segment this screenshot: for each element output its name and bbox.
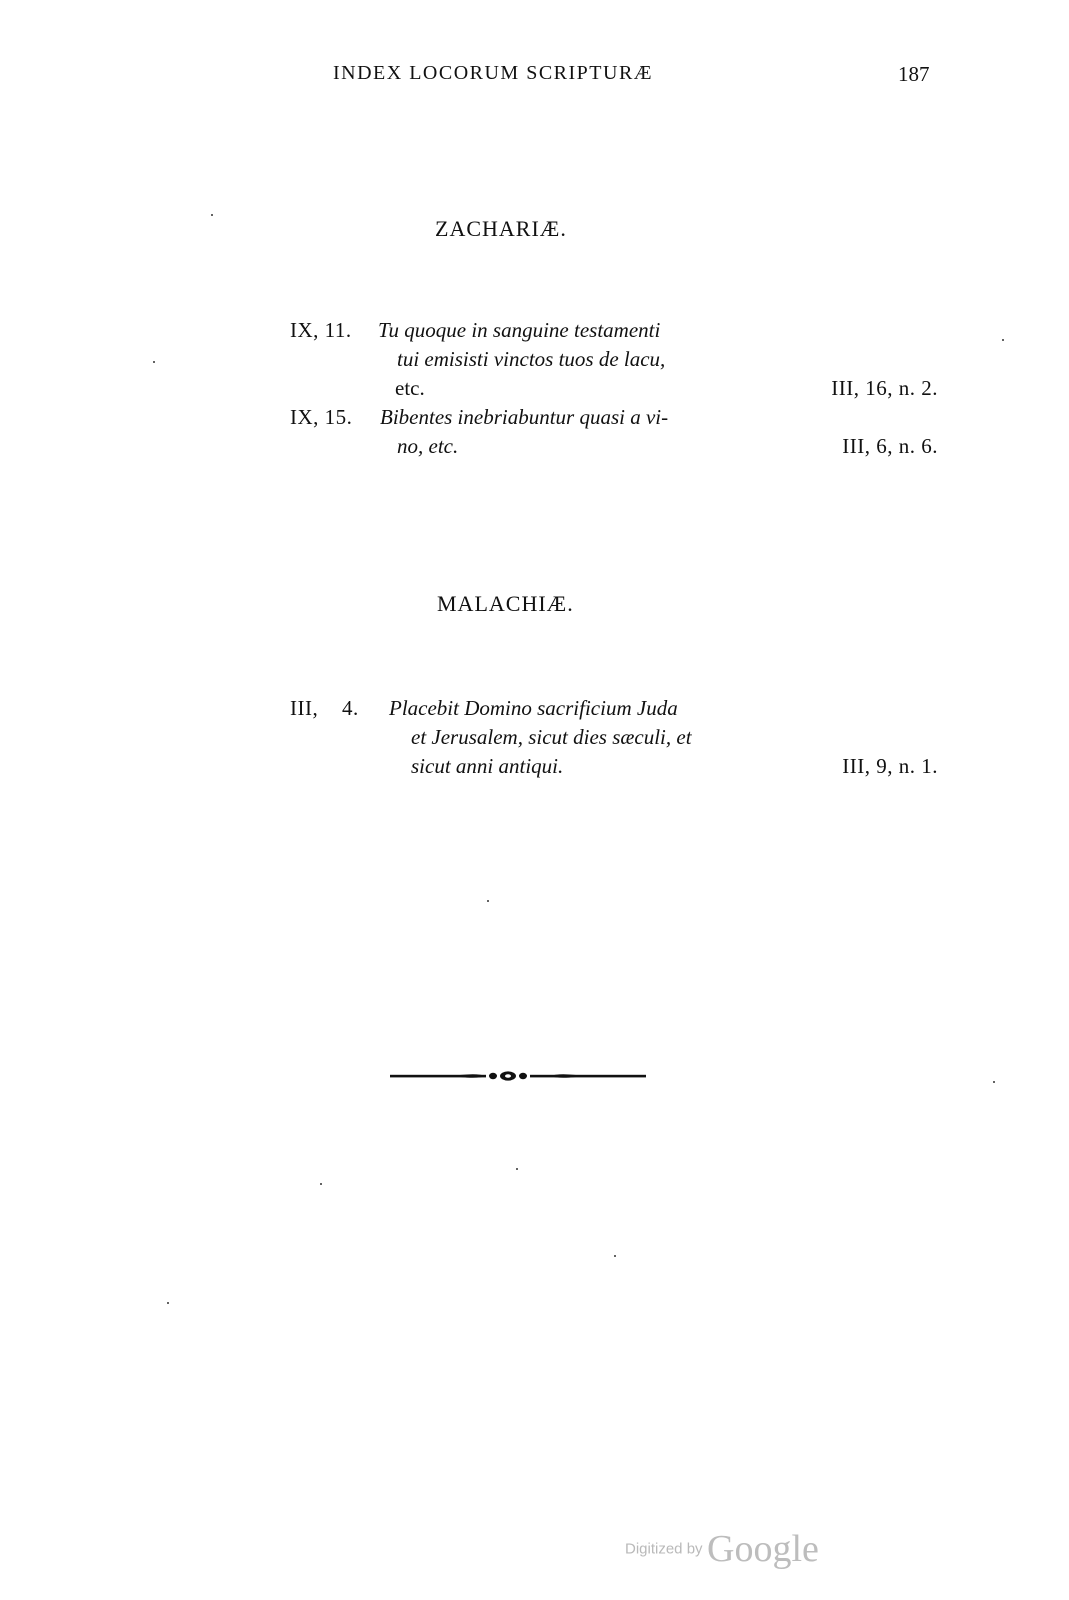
- entry-reference: III, 4.: [290, 696, 359, 720]
- print-speck: [167, 1302, 169, 1304]
- print-speck: [211, 214, 213, 216]
- entry-text-line: Bibentes inebriabuntur quasi a vi-: [380, 405, 669, 429]
- entry-text-line: no, etc.: [397, 434, 459, 458]
- entry-reference: IX, 15.: [290, 405, 353, 429]
- print-speck: [153, 361, 155, 363]
- print-speck: [320, 1183, 322, 1185]
- digitized-watermark: [625, 1527, 819, 1571]
- digitized-label: Digitized by: [625, 1540, 703, 1558]
- running-title: INDEX LOCORUM SCRIPTURÆ: [333, 62, 654, 84]
- print-speck: [1002, 339, 1004, 341]
- tailpiece-ornament-icon: [390, 1068, 646, 1084]
- entry-citation: III, 6, n. 6.: [842, 434, 938, 458]
- entry-text-line: Placebit Domino sacrificium Juda: [389, 696, 678, 720]
- entry-text-line: sicut anni antiqui.: [411, 754, 564, 778]
- entry-text-line: Tu quoque in sanguine testamenti: [378, 318, 661, 342]
- entry-text-line: etc.: [395, 376, 425, 400]
- entry-citation: III, 16, n. 2.: [831, 376, 938, 400]
- print-speck: [487, 900, 489, 902]
- section-title-zachariae: ZACHARIÆ.: [435, 216, 567, 241]
- section-title-malachiae: MALACHIÆ.: [437, 591, 574, 616]
- entry-text-line: tui emisisti vinctos tuos de lacu,: [397, 347, 666, 371]
- google-logo: Google: [707, 1528, 819, 1570]
- entry-citation: III, 9, n. 1.: [842, 754, 938, 778]
- print-speck: [614, 1255, 616, 1257]
- entry-text-line: et Jerusalem, sicut dies sæculi, et: [411, 725, 692, 749]
- index-entry: [290, 403, 940, 463]
- index-entry: [290, 694, 940, 784]
- index-entry: [290, 316, 940, 406]
- entry-reference: IX, 11.: [290, 318, 352, 342]
- print-speck: [993, 1081, 995, 1083]
- print-speck: [516, 1168, 518, 1170]
- page-number: 187: [898, 62, 930, 86]
